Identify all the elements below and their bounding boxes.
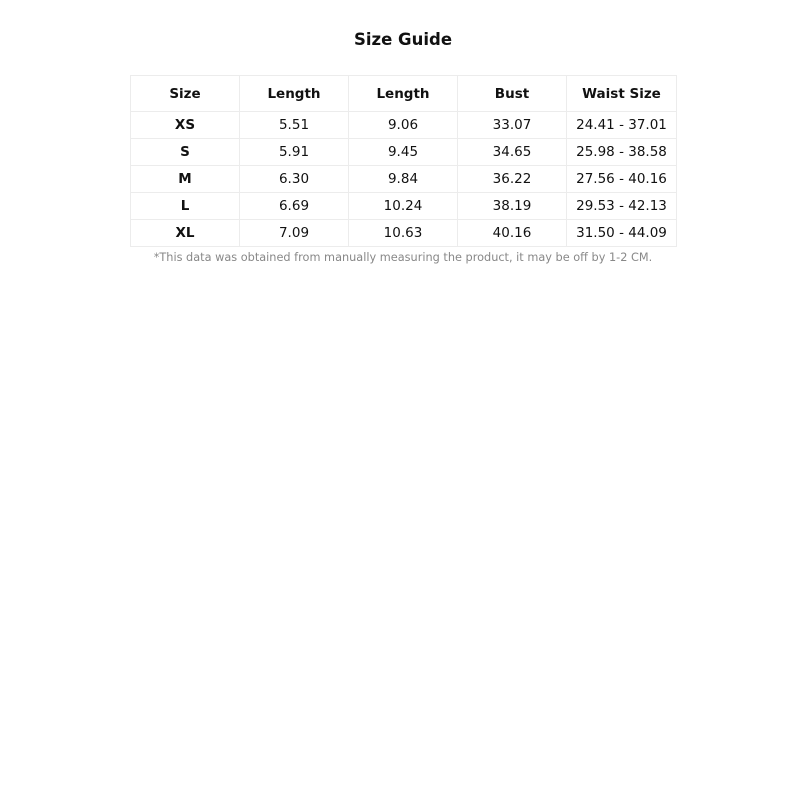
table-cell: 10.63 bbox=[349, 220, 458, 247]
table-cell: 9.84 bbox=[349, 166, 458, 193]
table-cell: 34.65 bbox=[458, 139, 567, 166]
table-row bbox=[131, 193, 677, 220]
header-length-1: Length bbox=[240, 76, 349, 112]
table-header-row bbox=[131, 76, 677, 112]
header-waist-size: Waist Size bbox=[567, 76, 677, 112]
header-bust: Bust bbox=[458, 76, 567, 112]
table-cell: 10.24 bbox=[349, 193, 458, 220]
table-cell: 7.09 bbox=[240, 220, 349, 247]
table-cell: 38.19 bbox=[458, 193, 567, 220]
table-cell: 33.07 bbox=[458, 112, 567, 139]
table-row bbox=[131, 166, 677, 193]
table-cell: 29.53 - 42.13 bbox=[567, 193, 677, 220]
table-cell: 40.16 bbox=[458, 220, 567, 247]
table-cell: 6.69 bbox=[240, 193, 349, 220]
size-cell: XS bbox=[131, 112, 240, 139]
table-row bbox=[131, 112, 677, 139]
table-cell: 6.30 bbox=[240, 166, 349, 193]
table-cell: 25.98 - 38.58 bbox=[567, 139, 677, 166]
table-cell: 36.22 bbox=[458, 166, 567, 193]
table-cell: 24.41 - 37.01 bbox=[567, 112, 677, 139]
table-cell: 5.91 bbox=[240, 139, 349, 166]
table-cell: 5.51 bbox=[240, 112, 349, 139]
page-title: Size Guide bbox=[353, 30, 453, 49]
size-cell: L bbox=[131, 193, 240, 220]
table-cell: 9.45 bbox=[349, 139, 458, 166]
table-row bbox=[131, 220, 677, 247]
header-length-2: Length bbox=[349, 76, 458, 112]
measurement-disclaimer: *This data was obtained from manually measuring the product, it may be off by 1-2 CM. bbox=[153, 251, 653, 264]
table-cell: 9.06 bbox=[349, 112, 458, 139]
size-guide-table bbox=[130, 75, 677, 247]
size-cell: XL bbox=[131, 220, 240, 247]
table-cell: 27.56 - 40.16 bbox=[567, 166, 677, 193]
table-row bbox=[131, 139, 677, 166]
size-cell: M bbox=[131, 166, 240, 193]
header-size: Size bbox=[131, 76, 240, 112]
size-cell: S bbox=[131, 139, 240, 166]
table-cell: 31.50 - 44.09 bbox=[567, 220, 677, 247]
